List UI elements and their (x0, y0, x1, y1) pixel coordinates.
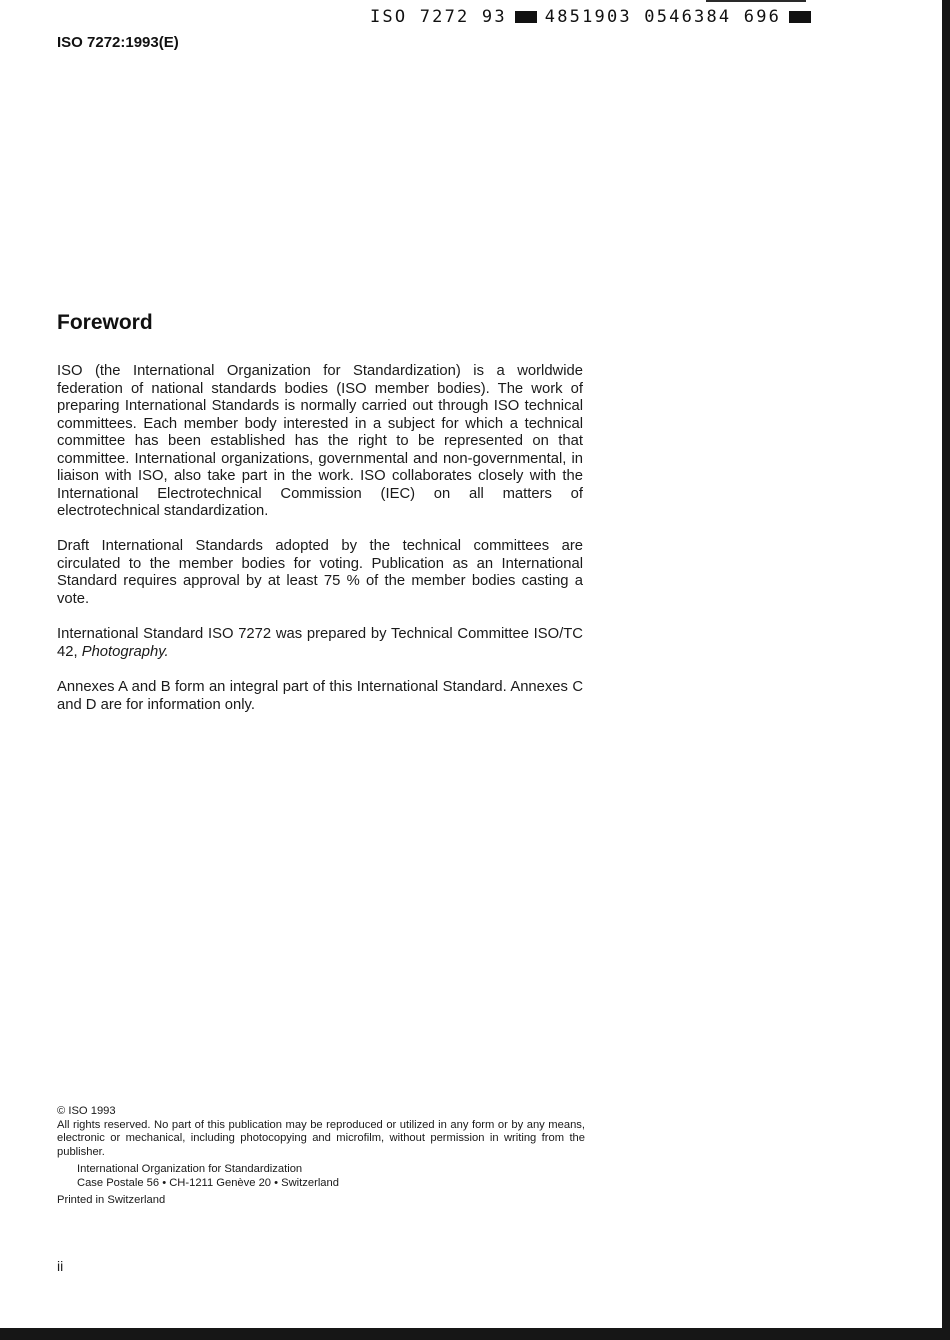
page-number: ii (57, 1258, 64, 1274)
prepared-by-text: International Standard ISO 7272 was prepared by Technical Committee ISO/TC 42, (57, 626, 583, 660)
filled-square-icon (789, 11, 811, 23)
postal-address: Case Postale 56 • CH-1211 Genève 20 • Switzerland (77, 1176, 339, 1189)
scan-code-numbers: 4851903 0546384 696 (544, 7, 782, 27)
rights-statement: All rights reserved. No part of this publication may be reproduced or utilized in any form or by any means, electronic or mechanical, including photocopying and microfilm, without permission in writing from the publisher. (57, 1118, 585, 1158)
scan-top-mark (706, 0, 806, 2)
organization-name: International Organization for Standardization (77, 1163, 303, 1175)
printed-in: Printed in Switzerland (57, 1194, 166, 1206)
page-title: Foreword (57, 311, 153, 334)
committee-name: Photography. (81, 643, 169, 660)
foreword-paragraph-4: Annexes A and B form an integral part of this International Standard. Annexes C and D are for information only. (57, 679, 583, 713)
scan-edge-bottom (0, 1328, 950, 1340)
document-id: ISO 7272:1993(E) (57, 34, 179, 51)
filled-square-icon (515, 11, 537, 23)
publisher-address (77, 1163, 585, 1190)
scan-edge-right (942, 0, 950, 1340)
foreword-paragraph-1: ISO (the International Organization for Standardization) is a worldwide federation of national standards bodies (ISO member bodies). The work of preparing International Standards is normally carried out through ISO technical committees. Each member body interested in a subject for which a technical committee has been established has the right to be represented on that committee. International organizations, governmental and non-governmental, in liaison with ISO, also take part in the work. ISO collaborates closely with the International Electrotechnical Commission (IEC) on all matters of electrotechnical standardization. (57, 363, 583, 519)
copyright-notice: © ISO 1993 (57, 1105, 116, 1117)
scan-code-line (370, 7, 811, 27)
scan-code-ref: ISO 7272 93 (370, 7, 507, 27)
foreword-paragraph-2: Draft International Standards adopted by the technical committees are circulated to the member bodies for voting. Publication as an International Standard requires approval by at least 75 % of the member bodies casting a vote. (57, 538, 583, 607)
copyright-block (57, 1105, 585, 1208)
foreword-paragraph-3 (57, 626, 583, 661)
